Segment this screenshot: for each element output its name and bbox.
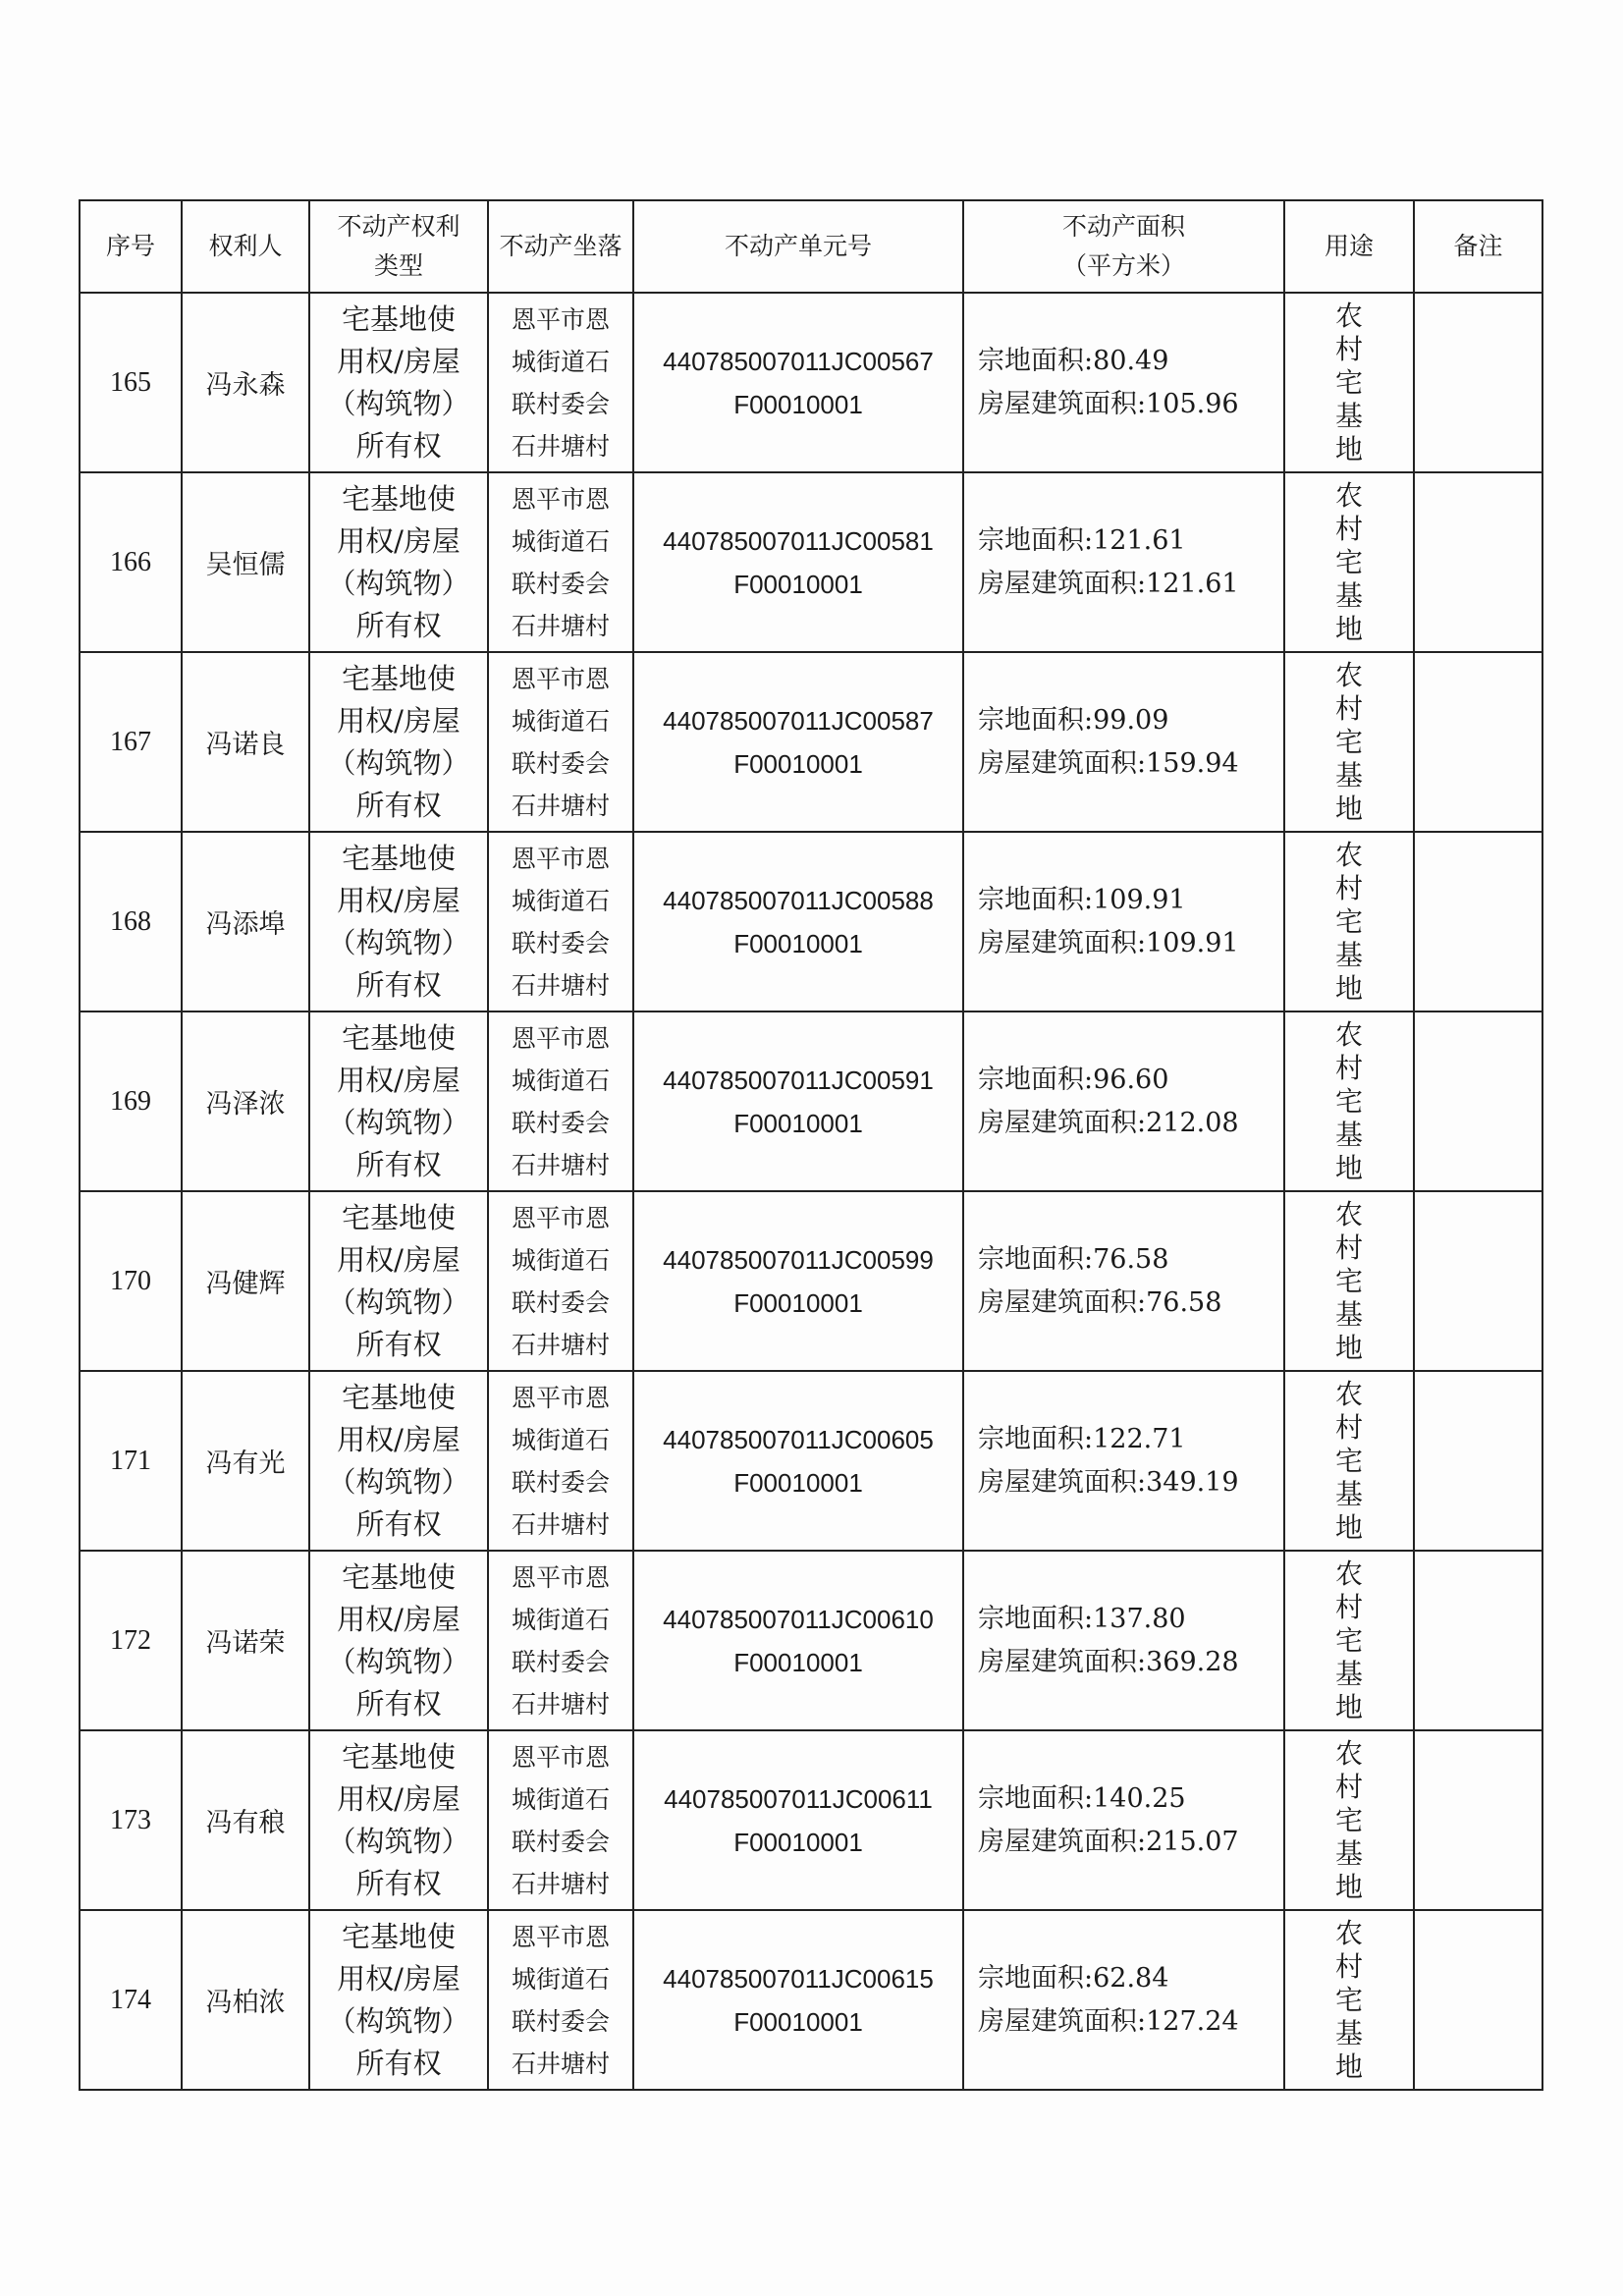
cell-note <box>1414 1371 1542 1551</box>
unit-number-main: 440785007011JC00567 <box>663 346 934 376</box>
table-row <box>80 293 1542 472</box>
use-char: 农 <box>1334 478 1363 512</box>
cell-owner: 冯添埠 <box>182 832 309 1011</box>
building-area: 房屋建筑面积:76.58 <box>978 1286 1222 1318</box>
cell-owner: 冯有光 <box>182 1371 309 1551</box>
use-char: 宅 <box>1334 1623 1363 1657</box>
use-char: 地 <box>1334 612 1363 645</box>
building-area: 房屋建筑面积:109.91 <box>978 927 1239 958</box>
use-char: 农 <box>1334 1017 1363 1051</box>
building-area: 房屋建筑面积:212.08 <box>978 1107 1239 1138</box>
cell-owner: 冯柏浓 <box>182 1910 309 2090</box>
header-location: 不动产坐落 <box>488 200 633 293</box>
location-line: 联村委会 <box>511 1287 610 1317</box>
unit-number-suffix: F00010001 <box>733 1827 863 1857</box>
cell-note <box>1414 1191 1542 1371</box>
location-line: 联村委会 <box>511 569 610 598</box>
land-area: 宗地面积:62.84 <box>978 1962 1169 1994</box>
right-type-line: 所有权 <box>355 1506 442 1541</box>
cell-seq: 169 <box>80 1011 182 1191</box>
location-line: 石井塘村 <box>511 1330 610 1359</box>
right-type-line: 所有权 <box>355 1147 442 1181</box>
use-char: 村 <box>1334 691 1363 725</box>
right-type-line: 用权/房屋 <box>337 703 460 738</box>
cell-use <box>1284 1371 1414 1551</box>
use-char: 基 <box>1334 1836 1363 1870</box>
right-type-line: 所有权 <box>355 1866 442 1900</box>
use-char: 地 <box>1334 1690 1363 1723</box>
right-type-line: （构筑物） <box>327 1644 470 1678</box>
unit-number-suffix: F00010001 <box>733 1647 863 1677</box>
cell-location <box>488 1910 633 2090</box>
cell-seq: 165 <box>80 293 182 472</box>
cell-right-type <box>309 1011 488 1191</box>
building-area: 房屋建筑面积:215.07 <box>978 1826 1239 1857</box>
cell-seq: 166 <box>80 472 182 652</box>
unit-number-main: 440785007011JC00587 <box>663 705 934 736</box>
use-char: 地 <box>1334 1151 1363 1184</box>
right-type-line: 用权/房屋 <box>337 1242 460 1277</box>
unit-number-suffix: F00010001 <box>733 2006 863 2037</box>
location-line: 石井塘村 <box>511 1869 610 1898</box>
location-line: 联村委会 <box>511 1647 610 1676</box>
cell-unit-number <box>633 1910 963 2090</box>
use-char: 村 <box>1334 1230 1363 1264</box>
use-char: 宅 <box>1334 365 1363 399</box>
location-line: 联村委会 <box>511 1108 610 1137</box>
cell-seq: 171 <box>80 1371 182 1551</box>
use-char: 基 <box>1334 758 1363 792</box>
cell-note <box>1414 1551 1542 1730</box>
use-char: 地 <box>1334 2050 1363 2083</box>
building-area: 房屋建筑面积:121.61 <box>978 568 1239 599</box>
location-line: 石井塘村 <box>511 970 610 1000</box>
location-line: 恩平市恩 <box>511 664 610 693</box>
cell-right-type <box>309 1191 488 1371</box>
cell-unit-number <box>633 1551 963 1730</box>
table-row <box>80 652 1542 832</box>
use-char: 农 <box>1334 838 1363 871</box>
location-line: 石井塘村 <box>511 2049 610 2078</box>
use-char: 基 <box>1334 1657 1363 1690</box>
cell-use <box>1284 652 1414 832</box>
use-char: 村 <box>1334 332 1363 365</box>
right-type-line: 用权/房屋 <box>337 1602 460 1636</box>
use-char: 宅 <box>1334 725 1363 758</box>
location-line: 城街道石 <box>511 1425 610 1454</box>
cell-unit-number <box>633 1011 963 1191</box>
unit-number-main: 440785007011JC00610 <box>663 1604 934 1634</box>
right-type-line: 用权/房屋 <box>337 1422 460 1456</box>
cell-right-type <box>309 652 488 832</box>
use-char: 基 <box>1334 1118 1363 1151</box>
land-area: 宗地面积:76.58 <box>978 1243 1169 1275</box>
cell-unit-number <box>633 472 963 652</box>
right-type-line: 宅基地使 <box>341 841 456 875</box>
cell-note <box>1414 652 1542 832</box>
use-char: 宅 <box>1334 1264 1363 1297</box>
location-line: 联村委会 <box>511 2006 610 2036</box>
location-line: 恩平市恩 <box>511 1922 610 1951</box>
use-char: 地 <box>1334 792 1363 825</box>
right-type-line: 宅基地使 <box>341 1020 456 1055</box>
building-area: 房屋建筑面积:105.96 <box>978 388 1239 419</box>
header-right-type <box>309 200 488 293</box>
land-area: 宗地面积:80.49 <box>978 345 1169 376</box>
use-char: 地 <box>1334 1331 1363 1364</box>
location-line: 联村委会 <box>511 1827 610 1856</box>
cell-unit-number <box>633 1191 963 1371</box>
unit-number-suffix: F00010001 <box>733 1467 863 1498</box>
use-char: 村 <box>1334 512 1363 545</box>
cell-owner: 冯健辉 <box>182 1191 309 1371</box>
header-area <box>963 200 1284 293</box>
cell-right-type <box>309 1551 488 1730</box>
location-line: 石井塘村 <box>511 791 610 820</box>
cell-area <box>963 472 1284 652</box>
location-line: 石井塘村 <box>511 1150 610 1179</box>
cell-use <box>1284 472 1414 652</box>
use-char: 基 <box>1334 1477 1363 1510</box>
location-line: 城街道石 <box>511 706 610 736</box>
cell-right-type <box>309 832 488 1011</box>
cell-owner: 冯诺良 <box>182 652 309 832</box>
use-char: 宅 <box>1334 1444 1363 1477</box>
unit-number-main: 440785007011JC00605 <box>663 1424 934 1454</box>
cell-area <box>963 1551 1284 1730</box>
unit-number-suffix: F00010001 <box>733 389 863 419</box>
land-area: 宗地面积:140.25 <box>978 1782 1186 1814</box>
right-type-line: 所有权 <box>355 2046 442 2080</box>
unit-number-suffix: F00010001 <box>733 928 863 958</box>
right-type-line: 所有权 <box>355 1686 442 1721</box>
location-line: 恩平市恩 <box>511 1742 610 1772</box>
use-char: 地 <box>1334 1870 1363 1903</box>
use-char: 宅 <box>1334 1084 1363 1118</box>
cell-use <box>1284 1910 1414 2090</box>
cell-note <box>1414 472 1542 652</box>
unit-number-main: 440785007011JC00591 <box>663 1065 934 1095</box>
location-line: 城街道石 <box>511 347 610 376</box>
right-type-line: 所有权 <box>355 428 442 463</box>
use-char: 农 <box>1334 1916 1363 1949</box>
unit-number-main: 440785007011JC00588 <box>663 885 934 915</box>
unit-number-suffix: F00010001 <box>733 569 863 599</box>
location-line: 恩平市恩 <box>511 304 610 334</box>
use-char: 宅 <box>1334 545 1363 578</box>
cell-owner: 冯诺荣 <box>182 1551 309 1730</box>
location-line: 城街道石 <box>511 1605 610 1634</box>
building-area: 房屋建筑面积:159.94 <box>978 747 1239 779</box>
table-header <box>80 200 1542 293</box>
right-type-line: 所有权 <box>355 967 442 1002</box>
right-type-line: 所有权 <box>355 608 442 642</box>
location-line: 城街道石 <box>511 526 610 556</box>
location-line: 城街道石 <box>511 886 610 915</box>
table-row <box>80 1910 1542 2090</box>
table-row <box>80 1371 1542 1551</box>
right-type-line: （构筑物） <box>327 566 470 600</box>
table-row <box>80 832 1542 1011</box>
cell-unit-number <box>633 652 963 832</box>
cell-seq: 174 <box>80 1910 182 2090</box>
use-char: 宅 <box>1334 1983 1363 2016</box>
location-line: 石井塘村 <box>511 431 610 461</box>
location-line: 石井塘村 <box>511 1509 610 1539</box>
cell-seq: 167 <box>80 652 182 832</box>
cell-right-type <box>309 1371 488 1551</box>
cell-right-type <box>309 1910 488 2090</box>
cell-area <box>963 832 1284 1011</box>
cell-owner: 冯有稂 <box>182 1730 309 1910</box>
cell-unit-number <box>633 1730 963 1910</box>
use-char: 村 <box>1334 1051 1363 1084</box>
cell-seq: 170 <box>80 1191 182 1371</box>
use-char: 基 <box>1334 399 1363 432</box>
location-line: 石井塘村 <box>511 1689 610 1719</box>
cell-unit-number <box>633 293 963 472</box>
use-char: 农 <box>1334 1197 1363 1230</box>
right-type-line: 宅基地使 <box>341 1559 456 1594</box>
cell-location <box>488 1011 633 1191</box>
use-char: 农 <box>1334 1557 1363 1590</box>
cell-location <box>488 1551 633 1730</box>
location-line: 联村委会 <box>511 1467 610 1497</box>
unit-number-main: 440785007011JC00615 <box>663 1963 934 1994</box>
right-type-line: （构筑物） <box>327 1824 470 1858</box>
cell-location <box>488 652 633 832</box>
right-type-line: 用权/房屋 <box>337 1961 460 1995</box>
right-type-line: （构筑物） <box>327 1464 470 1499</box>
use-char: 农 <box>1334 1377 1363 1410</box>
use-char: 村 <box>1334 1949 1363 1983</box>
property-register-table <box>79 199 1543 2091</box>
use-char: 基 <box>1334 1297 1363 1331</box>
land-area: 宗地面积:137.80 <box>978 1603 1186 1634</box>
use-char: 地 <box>1334 432 1363 465</box>
right-type-line: 用权/房屋 <box>337 1063 460 1097</box>
header-row <box>80 200 1542 293</box>
header-owner: 权利人 <box>182 200 309 293</box>
right-type-line: 用权/房屋 <box>337 1781 460 1816</box>
use-char: 地 <box>1334 1510 1363 1544</box>
location-line: 恩平市恩 <box>511 1562 610 1592</box>
table-row <box>80 1191 1542 1371</box>
unit-number-main: 440785007011JC00599 <box>663 1244 934 1275</box>
cell-note <box>1414 1730 1542 1910</box>
location-line: 石井塘村 <box>511 611 610 640</box>
land-area: 宗地面积:121.61 <box>978 524 1186 556</box>
right-type-line: （构筑物） <box>327 925 470 959</box>
use-char: 宅 <box>1334 1803 1363 1836</box>
right-type-line: 用权/房屋 <box>337 523 460 558</box>
use-char: 村 <box>1334 1410 1363 1444</box>
header-seq: 序号 <box>80 200 182 293</box>
cell-area <box>963 293 1284 472</box>
unit-number-suffix: F00010001 <box>733 1287 863 1318</box>
unit-number-suffix: F00010001 <box>733 748 863 779</box>
location-line: 恩平市恩 <box>511 844 610 873</box>
cell-note <box>1414 832 1542 1011</box>
header-unit-number: 不动产单元号 <box>633 200 963 293</box>
cell-use <box>1284 1730 1414 1910</box>
table-row <box>80 1730 1542 1910</box>
right-type-line: 宅基地使 <box>341 1919 456 1953</box>
cell-right-type <box>309 293 488 472</box>
right-type-line: 宅基地使 <box>341 1380 456 1414</box>
right-type-line: 宅基地使 <box>341 1739 456 1774</box>
land-area: 宗地面积:122.71 <box>978 1423 1186 1454</box>
location-line: 恩平市恩 <box>511 1203 610 1232</box>
land-area: 宗地面积:96.60 <box>978 1064 1169 1095</box>
use-char: 村 <box>1334 1590 1363 1623</box>
right-type-line: 用权/房屋 <box>337 883 460 917</box>
cell-owner: 冯永森 <box>182 293 309 472</box>
cell-owner: 冯泽浓 <box>182 1011 309 1191</box>
right-type-line: 所有权 <box>355 1327 442 1361</box>
cell-right-type <box>309 472 488 652</box>
use-char: 农 <box>1334 1736 1363 1770</box>
cell-use <box>1284 1551 1414 1730</box>
cell-area <box>963 1191 1284 1371</box>
cell-unit-number <box>633 1371 963 1551</box>
location-line: 联村委会 <box>511 928 610 957</box>
location-line: 联村委会 <box>511 389 610 418</box>
cell-note <box>1414 293 1542 472</box>
use-char: 基 <box>1334 938 1363 971</box>
location-line: 恩平市恩 <box>511 1383 610 1412</box>
cell-use <box>1284 1191 1414 1371</box>
cell-note <box>1414 1910 1542 2090</box>
cell-location <box>488 1371 633 1551</box>
use-char: 地 <box>1334 971 1363 1005</box>
cell-area <box>963 1730 1284 1910</box>
cell-area <box>963 1011 1284 1191</box>
use-char: 村 <box>1334 1770 1363 1803</box>
land-area: 宗地面积:99.09 <box>978 704 1169 736</box>
location-line: 城街道石 <box>511 1784 610 1814</box>
land-area: 宗地面积:109.91 <box>978 884 1186 915</box>
use-char: 农 <box>1334 299 1363 332</box>
cell-unit-number <box>633 832 963 1011</box>
cell-location <box>488 1730 633 1910</box>
cell-use <box>1284 293 1414 472</box>
table-body <box>80 293 1542 2090</box>
table-row <box>80 472 1542 652</box>
table-row <box>80 1011 1542 1191</box>
use-char: 基 <box>1334 578 1363 612</box>
building-area: 房屋建筑面积:127.24 <box>978 2005 1239 2037</box>
use-char: 村 <box>1334 871 1363 904</box>
use-char: 农 <box>1334 658 1363 691</box>
unit-number-main: 440785007011JC00581 <box>663 525 934 556</box>
right-type-line: （构筑物） <box>327 745 470 780</box>
location-line: 城街道石 <box>511 1964 610 1994</box>
right-type-line: 宅基地使 <box>341 1200 456 1234</box>
header-right-type-line2: 类型 <box>373 251 423 280</box>
header-use: 用途 <box>1284 200 1414 293</box>
header-right-type-line1: 不动产权利 <box>337 212 460 241</box>
cell-area <box>963 1371 1284 1551</box>
building-area: 房屋建筑面积:369.28 <box>978 1646 1239 1677</box>
right-type-line: 用权/房屋 <box>337 344 460 378</box>
cell-use <box>1284 1011 1414 1191</box>
right-type-line: （构筑物） <box>327 1285 470 1319</box>
cell-area <box>963 1910 1284 2090</box>
building-area: 房屋建筑面积:349.19 <box>978 1466 1239 1498</box>
cell-seq: 173 <box>80 1730 182 1910</box>
header-note: 备注 <box>1414 200 1542 293</box>
cell-seq: 172 <box>80 1551 182 1730</box>
use-char: 基 <box>1334 2016 1363 2050</box>
cell-location <box>488 472 633 652</box>
header-area-line2: （平方米） <box>1061 251 1185 280</box>
right-type-line: 宅基地使 <box>341 481 456 516</box>
cell-right-type <box>309 1730 488 1910</box>
cell-area <box>963 652 1284 832</box>
unit-number-suffix: F00010001 <box>733 1108 863 1138</box>
right-type-line: （构筑物） <box>327 1105 470 1139</box>
right-type-line: 所有权 <box>355 788 442 822</box>
right-type-line: （构筑物） <box>327 386 470 420</box>
table-row <box>80 1551 1542 1730</box>
use-char: 宅 <box>1334 904 1363 938</box>
cell-seq: 168 <box>80 832 182 1011</box>
right-type-line: （构筑物） <box>327 2003 470 2038</box>
cell-location <box>488 832 633 1011</box>
right-type-line: 宅基地使 <box>341 301 456 336</box>
cell-owner: 吴恒儒 <box>182 472 309 652</box>
location-line: 城街道石 <box>511 1066 610 1095</box>
cell-location <box>488 1191 633 1371</box>
cell-use <box>1284 832 1414 1011</box>
location-line: 联村委会 <box>511 748 610 778</box>
cell-location <box>488 293 633 472</box>
location-line: 城街道石 <box>511 1245 610 1275</box>
header-area-line1: 不动产面积 <box>1061 212 1185 241</box>
cell-note <box>1414 1011 1542 1191</box>
right-type-line: 宅基地使 <box>341 661 456 695</box>
unit-number-main: 440785007011JC00611 <box>664 1783 933 1814</box>
location-line: 恩平市恩 <box>511 1023 610 1053</box>
location-line: 恩平市恩 <box>511 484 610 514</box>
